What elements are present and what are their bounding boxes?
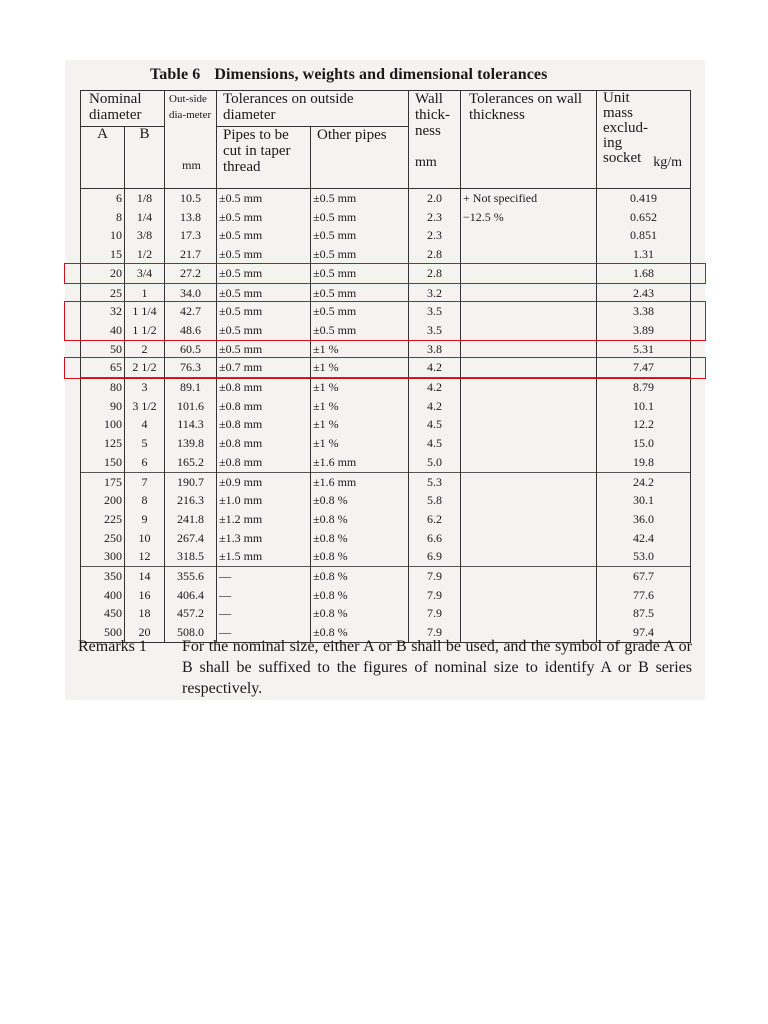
cell-tol-wall xyxy=(461,491,597,510)
cell-tol-taper: — xyxy=(217,623,311,642)
cell-nominal-b: 1 1/4 xyxy=(125,302,165,321)
table-row xyxy=(81,245,691,264)
table-row xyxy=(81,226,691,245)
cell-nominal-b: 1/4 xyxy=(125,208,165,227)
header-mass-unit: kg/m xyxy=(653,155,683,170)
cell-nominal-b: 5 xyxy=(125,434,165,453)
cell-tol-taper: ±0.5 mm xyxy=(217,208,311,227)
table-row xyxy=(81,510,691,529)
cell-tol-other: ±1 % xyxy=(311,397,409,416)
cell-tol-other: ±0.5 mm xyxy=(311,321,409,340)
table-row xyxy=(81,434,691,453)
table-row xyxy=(81,208,691,227)
table-row xyxy=(81,453,691,472)
cell-wall-thickness: 7.9 xyxy=(409,586,461,605)
cell-unit-mass: 24.2 xyxy=(597,472,691,491)
cell-tol-taper: ±1.0 mm xyxy=(217,491,311,510)
cell-tol-taper: ±0.8 mm xyxy=(217,378,311,397)
cell-nominal-b: 6 xyxy=(125,453,165,472)
cell-tol-taper: — xyxy=(217,586,311,605)
cell-nominal-a: 8 xyxy=(81,208,125,227)
cell-wall-thickness: 5.0 xyxy=(409,453,461,472)
cell-tol-wall xyxy=(461,547,597,566)
highlight-box xyxy=(64,263,706,284)
cell-tol-wall xyxy=(461,397,597,416)
cell-unit-mass: 15.0 xyxy=(597,434,691,453)
header-unit-mass xyxy=(597,91,691,189)
cell-nominal-a: 500 xyxy=(81,623,125,642)
cell-nominal-a: 250 xyxy=(81,529,125,548)
cell-tol-taper: ±0.5 mm xyxy=(217,302,311,321)
cell-nominal-b: 2 1/2 xyxy=(125,358,165,377)
cell-tol-other: ±1 % xyxy=(311,340,409,359)
cell-wall-thickness: 4.2 xyxy=(409,358,461,377)
cell-tol-taper: ±0.8 mm xyxy=(217,434,311,453)
cell-unit-mass: 1.31 xyxy=(597,245,691,264)
cell-tol-taper: ±0.5 mm xyxy=(217,264,311,283)
cell-wall-thickness: 2.0 xyxy=(409,189,461,208)
header-col-a: A xyxy=(81,127,125,189)
cell-nominal-b: 7 xyxy=(125,472,165,491)
cell-tol-other: ±1 % xyxy=(311,415,409,434)
header-wall-unit: mm xyxy=(415,155,437,170)
cell-unit-mass: 0.652 xyxy=(597,208,691,227)
cell-outside-diameter: 101.6 xyxy=(165,397,217,416)
cell-outside-diameter: 89.1 xyxy=(165,378,217,397)
cell-nominal-b: 16 xyxy=(125,586,165,605)
cell-nominal-a: 40 xyxy=(81,321,125,340)
cell-nominal-b: 1 1/2 xyxy=(125,321,165,340)
cell-outside-diameter: 48.6 xyxy=(165,321,217,340)
cell-wall-thickness: 6.2 xyxy=(409,510,461,529)
cell-wall-thickness: 3.8 xyxy=(409,340,461,359)
cell-nominal-a: 225 xyxy=(81,510,125,529)
cell-outside-diameter: 76.3 xyxy=(165,358,217,377)
highlight-box xyxy=(64,301,706,340)
table-row xyxy=(81,586,691,605)
cell-tol-other: ±0.5 mm xyxy=(311,189,409,208)
header-unit-mass-text: Unit mass exclud-ing socket xyxy=(603,90,648,166)
cell-tol-taper: ±0.5 mm xyxy=(217,321,311,340)
cell-tol-wall xyxy=(461,510,597,529)
cell-tol-other: ±1 % xyxy=(311,378,409,397)
cell-tol-taper: ±0.7 mm xyxy=(217,358,311,377)
cell-outside-diameter: 406.4 xyxy=(165,586,217,605)
table-row xyxy=(81,472,691,491)
cell-tol-taper: ±0.5 mm xyxy=(217,283,311,302)
cell-outside-diameter: 27.2 xyxy=(165,264,217,283)
header-nominal-diameter: Nominal diameter xyxy=(81,91,165,127)
cell-unit-mass: 10.1 xyxy=(597,397,691,416)
cell-wall-thickness: 6.9 xyxy=(409,547,461,566)
cell-wall-thickness: 4.5 xyxy=(409,415,461,434)
header-wall-thickness-text: Wall thick-ness xyxy=(415,91,451,139)
cell-unit-mass: 67.7 xyxy=(597,567,691,586)
cell-tol-taper: ±0.8 mm xyxy=(217,415,311,434)
cell-nominal-b: 3/4 xyxy=(125,264,165,283)
cell-outside-diameter: 10.5 xyxy=(165,189,217,208)
cell-tol-other: ±0.8 % xyxy=(311,491,409,510)
cell-tol-taper: ±0.9 mm xyxy=(217,472,311,491)
cell-tol-other: ±0.8 % xyxy=(311,529,409,548)
cell-nominal-a: 32 xyxy=(81,302,125,321)
header-col-b: B xyxy=(125,127,165,189)
cell-unit-mass: 42.4 xyxy=(597,529,691,548)
cell-nominal-b: 1/2 xyxy=(125,245,165,264)
table-row xyxy=(81,415,691,434)
cell-tol-taper: — xyxy=(217,567,311,586)
cell-wall-thickness: 5.8 xyxy=(409,491,461,510)
cell-wall-thickness: 2.8 xyxy=(409,264,461,283)
header-tol-wall: Tolerances on wall thickness xyxy=(461,91,597,189)
cell-unit-mass: 53.0 xyxy=(597,547,691,566)
cell-wall-thickness: 4.5 xyxy=(409,434,461,453)
cell-unit-mass: 30.1 xyxy=(597,491,691,510)
cell-unit-mass: 19.8 xyxy=(597,453,691,472)
cell-outside-diameter: 139.8 xyxy=(165,434,217,453)
cell-tol-other: ±1.6 mm xyxy=(311,453,409,472)
cell-nominal-b: 1 xyxy=(125,283,165,302)
cell-tol-wall xyxy=(461,567,597,586)
cell-wall-thickness: 4.2 xyxy=(409,378,461,397)
cell-unit-mass: 3.38 xyxy=(597,302,691,321)
cell-nominal-b: 14 xyxy=(125,567,165,586)
table-row xyxy=(81,529,691,548)
cell-tol-other: ±0.5 mm xyxy=(311,208,409,227)
cell-outside-diameter: 267.4 xyxy=(165,529,217,548)
cell-nominal-b: 8 xyxy=(125,491,165,510)
remarks-label: Remarks 1 xyxy=(78,638,147,655)
cell-tol-wall xyxy=(461,226,597,245)
cell-tol-other: ±1 % xyxy=(311,434,409,453)
cell-nominal-a: 350 xyxy=(81,567,125,586)
cell-tol-wall xyxy=(461,434,597,453)
cell-nominal-a: 100 xyxy=(81,415,125,434)
cell-tol-wall xyxy=(461,283,597,302)
highlight-box xyxy=(64,357,706,378)
cell-wall-thickness: 3.2 xyxy=(409,283,461,302)
cell-wall-thickness: 2.8 xyxy=(409,245,461,264)
cell-outside-diameter: 190.7 xyxy=(165,472,217,491)
cell-outside-diameter: 216.3 xyxy=(165,491,217,510)
cell-outside-diameter: 17.3 xyxy=(165,226,217,245)
cell-unit-mass: 87.5 xyxy=(597,604,691,623)
table-row xyxy=(81,283,691,302)
cell-unit-mass: 0.851 xyxy=(597,226,691,245)
cell-nominal-a: 65 xyxy=(81,358,125,377)
cell-nominal-a: 50 xyxy=(81,340,125,359)
cell-tol-other: ±0.8 % xyxy=(311,547,409,566)
cell-tol-wall xyxy=(461,415,597,434)
cell-nominal-a: 450 xyxy=(81,604,125,623)
cell-tol-other: ±0.8 % xyxy=(311,510,409,529)
header-wall-thickness xyxy=(409,91,461,189)
table-row xyxy=(81,604,691,623)
cell-tol-other: ±0.5 mm xyxy=(311,245,409,264)
cell-wall-thickness: 3.5 xyxy=(409,302,461,321)
table-row xyxy=(81,547,691,566)
cell-tol-wall xyxy=(461,604,597,623)
cell-tol-other: ±0.8 % xyxy=(311,623,409,642)
cell-wall-thickness: 2.3 xyxy=(409,208,461,227)
cell-tol-taper: ±0.5 mm xyxy=(217,226,311,245)
cell-tol-taper: ±0.8 mm xyxy=(217,397,311,416)
cell-nominal-b: 12 xyxy=(125,547,165,566)
cell-nominal-b: 3/8 xyxy=(125,226,165,245)
table-title: Dimensions, weights and dimensional tolerances xyxy=(214,66,548,83)
cell-nominal-a: 300 xyxy=(81,547,125,566)
table-row xyxy=(81,397,691,416)
cell-outside-diameter: 241.8 xyxy=(165,510,217,529)
cell-nominal-a: 25 xyxy=(81,283,125,302)
cell-tol-wall xyxy=(461,453,597,472)
cell-wall-thickness: 4.2 xyxy=(409,397,461,416)
cell-tol-taper: — xyxy=(217,604,311,623)
cell-unit-mass: 0.419 xyxy=(597,189,691,208)
cell-tol-other: ±0.5 mm xyxy=(311,226,409,245)
cell-tol-taper: ±1.2 mm xyxy=(217,510,311,529)
cell-nominal-a: 6 xyxy=(81,189,125,208)
cell-tol-taper: ±0.5 mm xyxy=(217,340,311,359)
table-row xyxy=(81,378,691,397)
cell-nominal-a: 90 xyxy=(81,397,125,416)
cell-outside-diameter: 21.7 xyxy=(165,245,217,264)
header-outside-unit: mm xyxy=(182,158,201,172)
cell-nominal-b: 3 xyxy=(125,378,165,397)
cell-tol-wall: + Not specified xyxy=(461,189,597,208)
cell-wall-thickness: 5.3 xyxy=(409,472,461,491)
cell-wall-thickness: 7.9 xyxy=(409,567,461,586)
cell-nominal-b: 18 xyxy=(125,604,165,623)
cell-nominal-b: 20 xyxy=(125,623,165,642)
cell-nominal-b: 9 xyxy=(125,510,165,529)
cell-outside-diameter: 165.2 xyxy=(165,453,217,472)
cell-wall-thickness: 6.6 xyxy=(409,529,461,548)
table-row xyxy=(81,189,691,208)
cell-tol-other: ±0.5 mm xyxy=(311,283,409,302)
header-outside-diameter xyxy=(165,91,217,189)
cell-tol-taper: ±1.3 mm xyxy=(217,529,311,548)
cell-tol-other: ±0.5 mm xyxy=(311,302,409,321)
cell-tol-taper: ±1.5 mm xyxy=(217,547,311,566)
cell-outside-diameter: 355.6 xyxy=(165,567,217,586)
cell-unit-mass: 77.6 xyxy=(597,586,691,605)
cell-unit-mass: 36.0 xyxy=(597,510,691,529)
cell-nominal-a: 80 xyxy=(81,378,125,397)
cell-wall-thickness: 7.9 xyxy=(409,623,461,642)
cell-unit-mass: 1.68 xyxy=(597,264,691,283)
cell-tol-other: ±1.6 mm xyxy=(311,472,409,491)
cell-outside-diameter: 13.8 xyxy=(165,208,217,227)
cell-tol-taper: ±0.5 mm xyxy=(217,189,311,208)
cell-nominal-b: 1/8 xyxy=(125,189,165,208)
cell-outside-diameter: 42.7 xyxy=(165,302,217,321)
cell-unit-mass: 2.43 xyxy=(597,283,691,302)
cell-tol-other: ±0.8 % xyxy=(311,586,409,605)
cell-tol-other: ±0.8 % xyxy=(311,604,409,623)
table-caption xyxy=(150,66,547,84)
cell-unit-mass: 7.47 xyxy=(597,358,691,377)
cell-nominal-a: 150 xyxy=(81,453,125,472)
cell-outside-diameter: 508.0 xyxy=(165,623,217,642)
cell-unit-mass: 97.4 xyxy=(597,623,691,642)
header-tol-outside: Tolerances on outside diameter xyxy=(217,91,409,127)
cell-tol-wall xyxy=(461,245,597,264)
cell-tol-wall xyxy=(461,586,597,605)
cell-tol-wall xyxy=(461,378,597,397)
cell-nominal-b: 3 1/2 xyxy=(125,397,165,416)
cell-nominal-b: 4 xyxy=(125,415,165,434)
remarks xyxy=(78,636,692,699)
cell-outside-diameter: 457.2 xyxy=(165,604,217,623)
cell-wall-thickness: 3.5 xyxy=(409,321,461,340)
table-row xyxy=(81,491,691,510)
cell-outside-diameter: 60.5 xyxy=(165,340,217,359)
cell-tol-wall xyxy=(461,472,597,491)
cell-tol-other: ±0.8 % xyxy=(311,567,409,586)
cell-nominal-b: 2 xyxy=(125,340,165,359)
cell-tol-wall: −12.5 % xyxy=(461,208,597,227)
cell-wall-thickness: 7.9 xyxy=(409,604,461,623)
cell-tol-wall xyxy=(461,340,597,359)
cell-nominal-a: 20 xyxy=(81,264,125,283)
table-row xyxy=(81,567,691,586)
cell-outside-diameter: 34.0 xyxy=(165,283,217,302)
cell-unit-mass: 3.89 xyxy=(597,321,691,340)
cell-nominal-a: 400 xyxy=(81,586,125,605)
cell-tol-other: ±0.5 mm xyxy=(311,264,409,283)
cell-unit-mass: 5.31 xyxy=(597,340,691,359)
cell-unit-mass: 8.79 xyxy=(597,378,691,397)
remarks-text: For the nominal size, either A or B shall be used, and the symbol of grade A or B shall be suffixed to the figures of nominal size to identify A or B series respectively. xyxy=(182,638,692,697)
cell-nominal-a: 10 xyxy=(81,226,125,245)
header-outside-diameter-text: Out-side dia-meter xyxy=(169,93,212,121)
cell-nominal-a: 175 xyxy=(81,472,125,491)
table-row xyxy=(81,340,691,359)
cell-outside-diameter: 114.3 xyxy=(165,415,217,434)
cell-nominal-b: 10 xyxy=(125,529,165,548)
table-number: Table 6 xyxy=(150,66,201,83)
cell-outside-diameter: 318.5 xyxy=(165,547,217,566)
cell-nominal-a: 15 xyxy=(81,245,125,264)
cell-nominal-a: 125 xyxy=(81,434,125,453)
cell-tol-taper: ±0.8 mm xyxy=(217,453,311,472)
cell-tol-other: ±1 % xyxy=(311,358,409,377)
cell-tol-taper: ±0.5 mm xyxy=(217,245,311,264)
cell-unit-mass: 12.2 xyxy=(597,415,691,434)
cell-wall-thickness: 2.3 xyxy=(409,226,461,245)
cell-nominal-a: 200 xyxy=(81,491,125,510)
header-tol-taper: Pipes to be cut in taper thread xyxy=(217,127,311,189)
cell-tol-wall xyxy=(461,529,597,548)
table-body xyxy=(81,189,691,643)
header-tol-other: Other pipes xyxy=(311,127,409,189)
